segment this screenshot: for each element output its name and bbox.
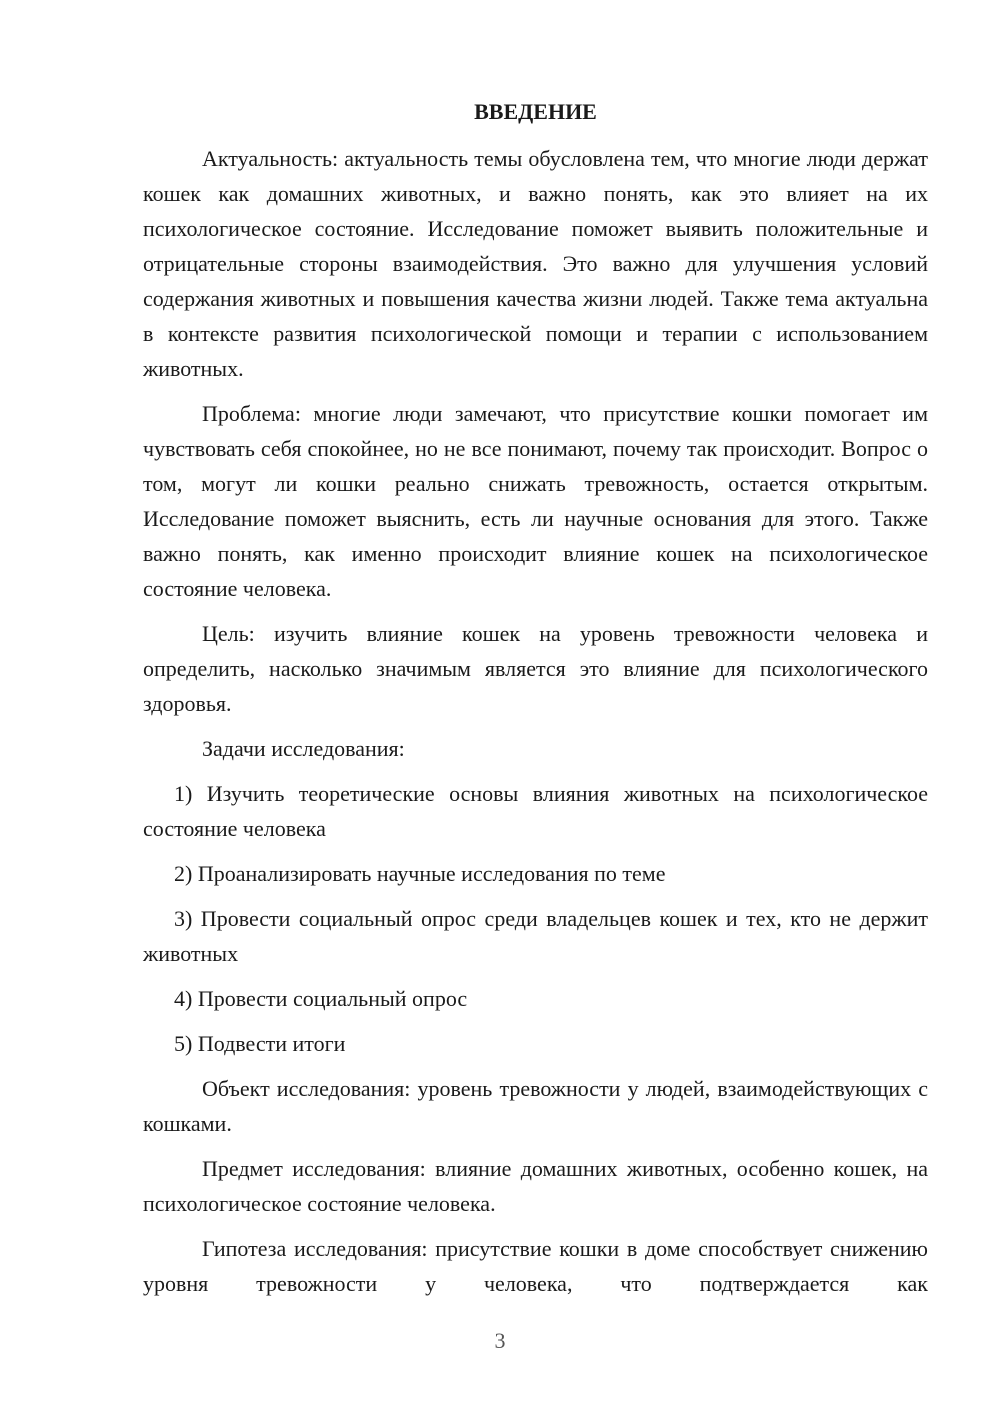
- paragraph-object: Объект исследования: уровень тревожности у людей, взаимодействующих с кошками.: [143, 1076, 928, 1136]
- task-item-3: 3) Провести социальный опрос среди владельцев кошек и тех, кто не держит животных: [143, 906, 928, 966]
- paragraph-goal: Цель: изучить влияние кошек на уровень тревожности человека и определить, насколько значимым является это влияние для психологического здоровья.: [143, 621, 928, 716]
- task-item-2: 2) Проанализировать научные исследования по теме: [174, 861, 666, 886]
- paragraph-tasks-heading: Задачи исследования:: [202, 736, 405, 761]
- task-item-4: 4) Провести социальный опрос: [174, 986, 468, 1011]
- page-number: 3: [494, 1328, 506, 1353]
- paragraph-subject: Предмет исследования: влияние домашних животных, особенно кошек, на психологическое состояние человека.: [143, 1156, 928, 1216]
- paragraph-problem: Проблема: многие люди замечают, что присутствие кошки помогает им чувствовать себя спокойнее, но не все понимают, почему так происходит. Вопрос о том, могут ли кошки реально снижать тревожность, остается открытым. Исследование поможет выяснить, есть ли научные основания для этого. Также важно понять, как именно происходит влияние кошек на психологическое состояние человека.: [143, 401, 928, 601]
- paragraph-relevance: Актуальность: актуальность темы обусловлена тем, что многие люди держат кошек как домашних животных, и важно понять, как это влияет на их психологическое состояние. Исследование поможет выявить положительные и отрицательные стороны взаимодействия. Это важно для улучшения условий содержания животных и повышения качества жизни людей. Также тема актуальна в контексте развития психологической помощи и терапии с использованием животных.: [143, 146, 928, 381]
- task-item-5: 5) Подвести итоги: [174, 1031, 346, 1056]
- paragraph-hypothesis: Гипотеза исследования: присутствие кошки в доме способствует снижению уровня тревожности у человека, что подтверждается как: [143, 1236, 928, 1296]
- task-item-1: 1) Изучить теоретические основы влияния животных на психологическое состояние человека: [143, 781, 928, 841]
- document-page: [143, 94, 928, 1301]
- section-heading: ВВЕДЕНИЕ: [474, 99, 597, 124]
